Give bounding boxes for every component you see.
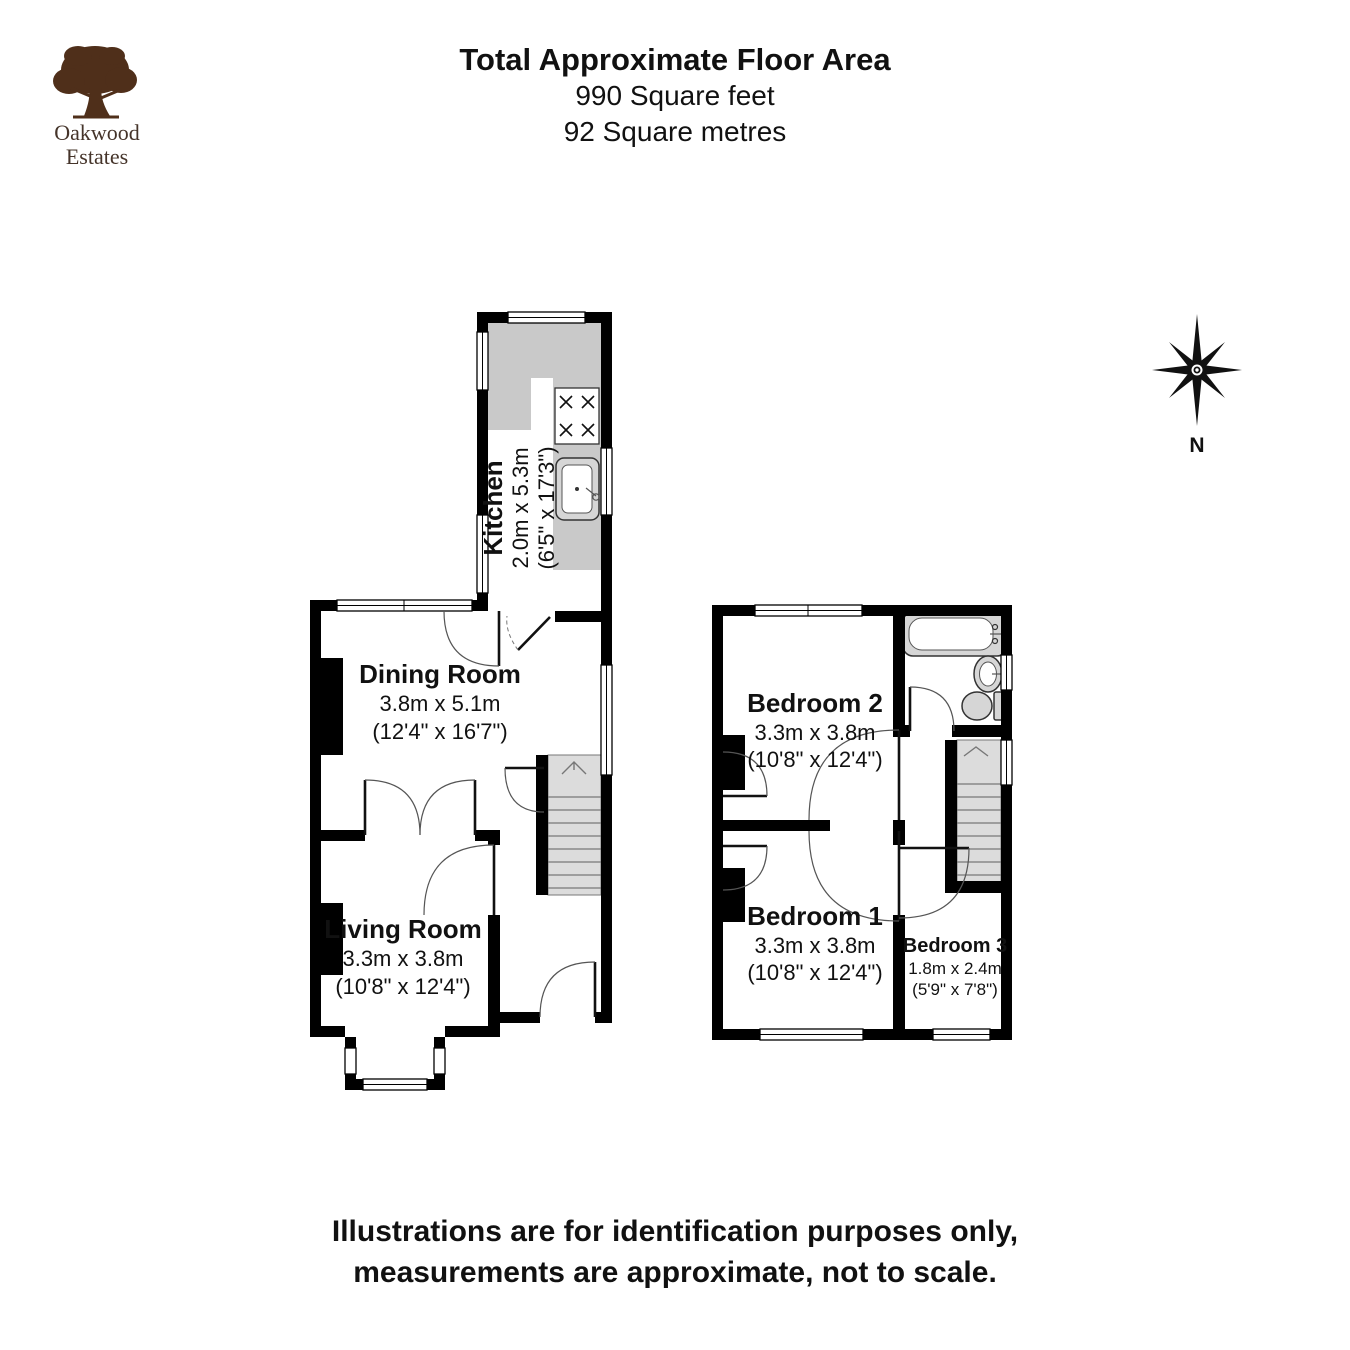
ground-floor-plan (300, 300, 630, 1110)
room-name: Bedroom 3 (902, 935, 1008, 957)
oakwood-estates-logo (40, 40, 190, 175)
room-name: Bedroom 1 (747, 901, 883, 931)
first-floor-plan (705, 600, 1025, 1045)
bedroom-1-label (747, 901, 883, 985)
room-dim-imperial: (5'9" x 7'8") (912, 980, 998, 999)
logo-word-estates: Estates (65, 144, 129, 169)
page-title: Total Approximate Floor Area (459, 42, 891, 77)
area-feet: 990 Square feet (575, 79, 775, 111)
room-dim-metric: 3.3m x 3.8m (342, 946, 464, 971)
header (0, 42, 1350, 150)
room-name: Bedroom 2 (747, 688, 883, 718)
area-metres: 92 Square metres (563, 116, 787, 148)
compass-star-icon (1152, 314, 1242, 426)
room-dim-imperial: (10'8" x 12'4") (335, 974, 471, 999)
bathtub-icon (903, 612, 1007, 656)
ground-floor-stairs (548, 755, 601, 895)
room-dim-imperial: (6'5" x 17'3") (534, 446, 559, 570)
room-dim-metric: 3.8m x 5.1m (379, 691, 501, 716)
bedroom-3-label (903, 935, 1007, 999)
room-dim-imperial: (10'8" x 12'4") (747, 960, 883, 985)
bathroom-sink-icon (974, 656, 1002, 692)
dining-room-label (359, 659, 521, 744)
room-name: Kitchen (478, 460, 508, 556)
oak-tree-icon (53, 46, 137, 117)
disclaimer-line-1: Illustrations are for identification purposes only, (331, 1215, 1019, 1248)
logo-word-oakwood: Oakwood (54, 120, 140, 145)
bedroom-2-label (747, 688, 883, 772)
kitchen-sink-icon (556, 458, 599, 520)
room-dim-metric: 1.8m x 2.4m (908, 959, 1002, 978)
first-floor-stairs (957, 740, 1001, 888)
room-name: Living Room (324, 914, 482, 944)
room-dim-metric: 3.3m x 3.8m (754, 720, 876, 745)
compass-north-label: N (1189, 434, 1205, 457)
disclaimer (0, 1212, 1350, 1293)
room-name: Dining Room (359, 659, 521, 689)
room-dim-imperial: (12'4" x 16'7") (372, 719, 508, 744)
disclaimer-line-2: measurements are approximate, not to scale. (353, 1255, 997, 1289)
room-dim-metric: 3.3m x 3.8m (754, 933, 876, 958)
compass-rose (1140, 312, 1255, 457)
hob-icon (555, 388, 599, 444)
room-dim-imperial: (10'8" x 12'4") (747, 747, 883, 772)
room-dim-metric: 2.0m x 5.3m (508, 447, 533, 569)
kitchen-label (478, 446, 559, 569)
living-room-label (324, 914, 481, 999)
